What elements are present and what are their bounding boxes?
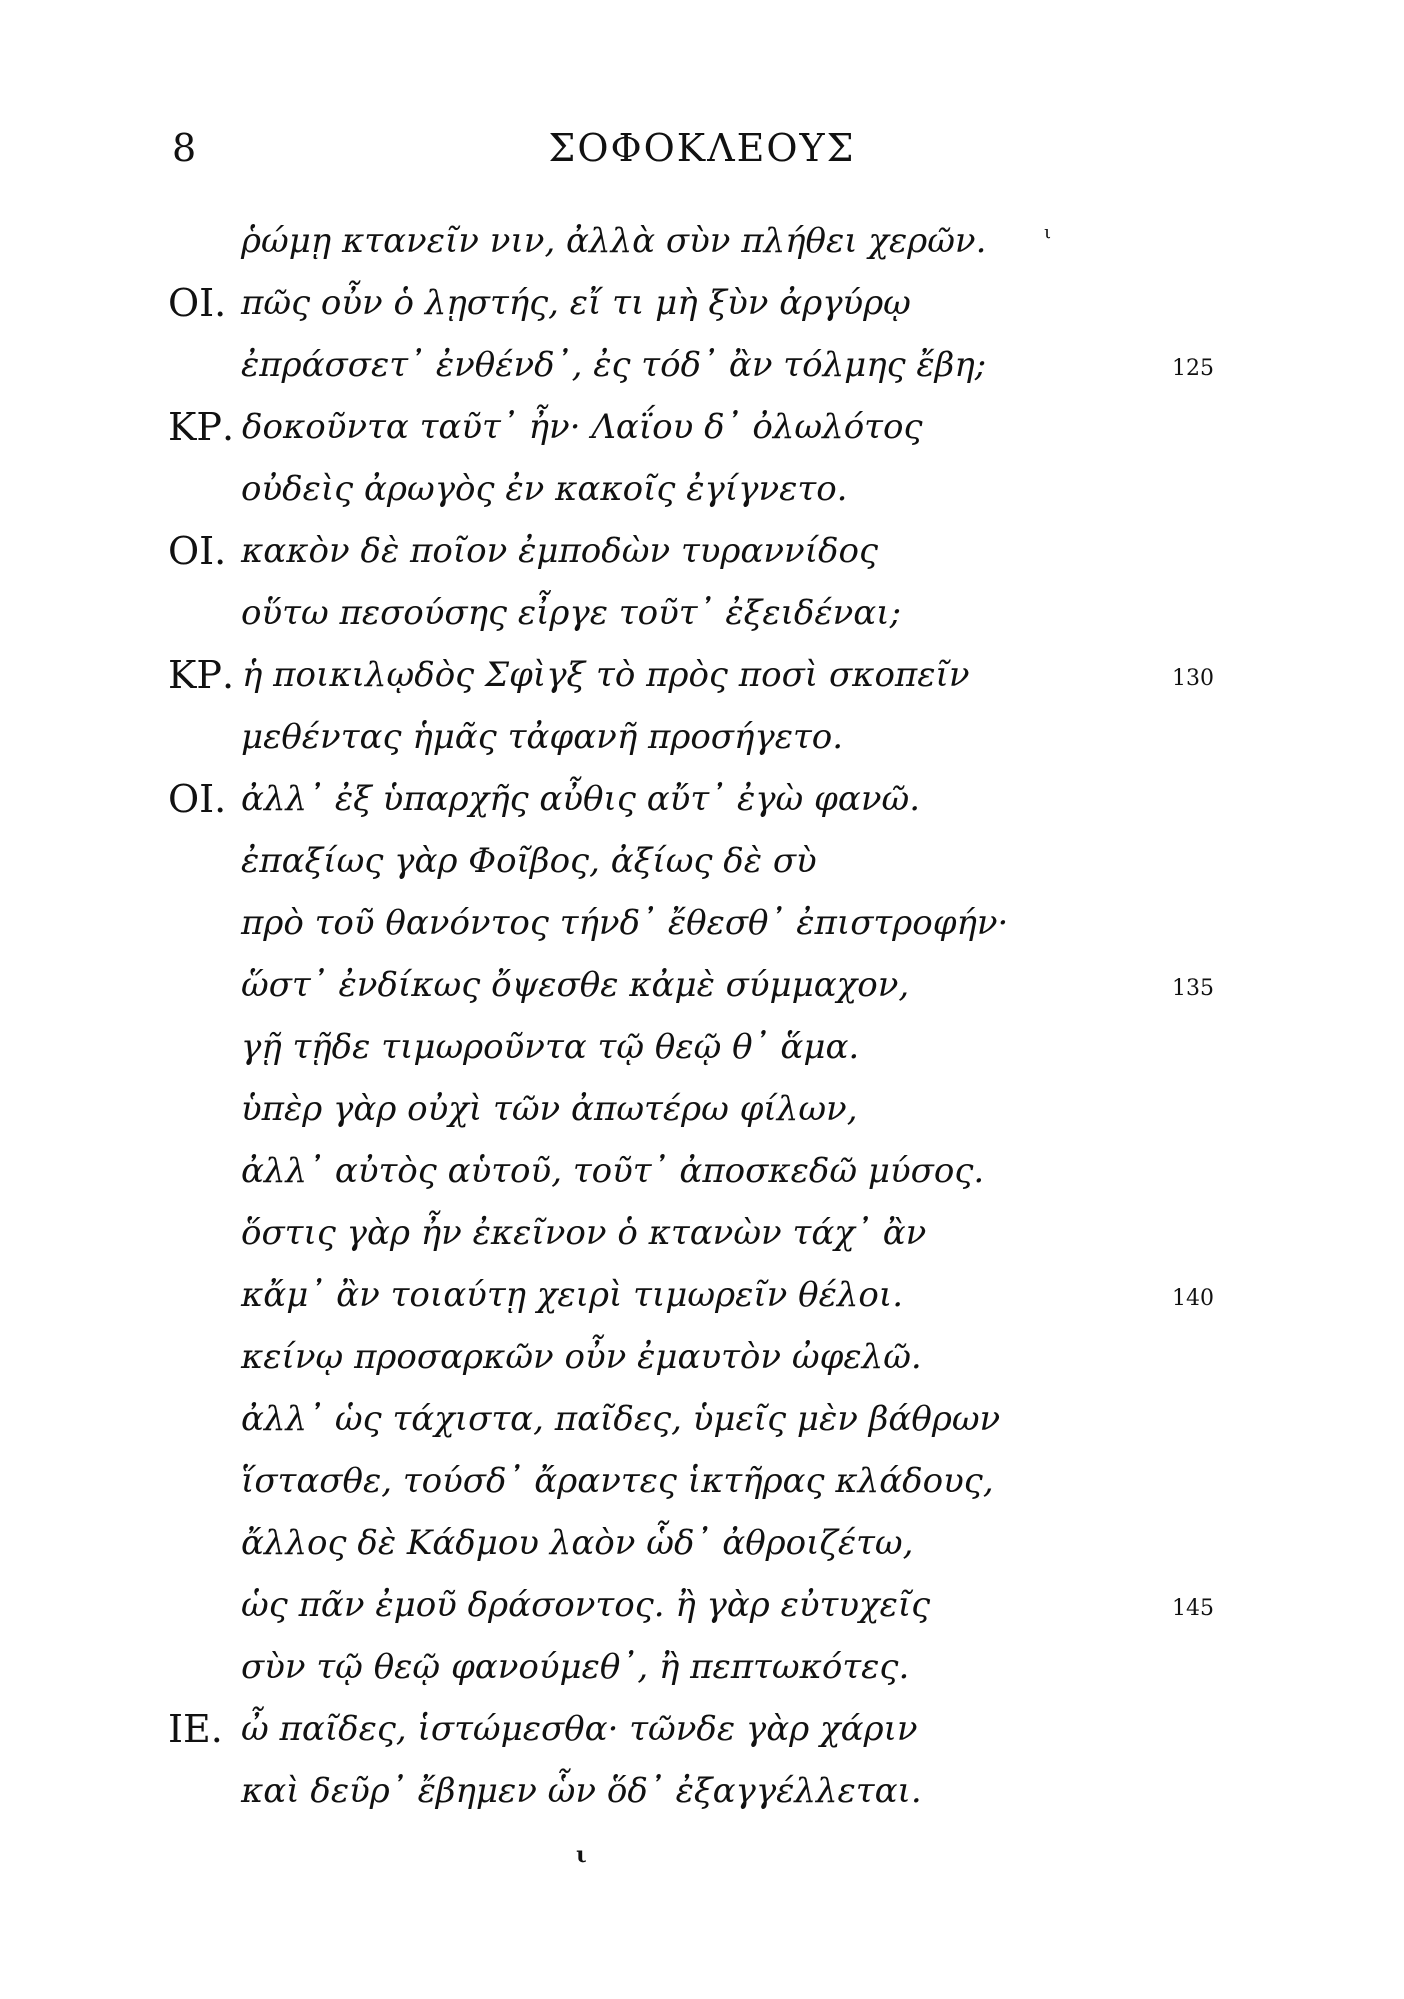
verse-text: κἄμ᾽ ἂν τοιαύτῃ χειρὶ τιμωρεῖν θέλοι.: [241, 1275, 904, 1315]
verse-text: ὅστις γὰρ ἦν ἐκεῖνον ὁ κτανὼν τάχ᾽ ἂν: [241, 1213, 927, 1253]
verse-text: πρὸ τοῦ θανόντος τήνδ᾽ ἔθεσθ᾽ ἐπιστροφήν·: [241, 903, 1009, 943]
verse-line: [0, 1512, 1404, 1574]
speaker-label: ΟΙ.: [168, 777, 227, 821]
verse-text: οὐδεὶς ἀρωγὸς ἐν κακοῖς ἐγίγνετο.: [241, 469, 848, 509]
verse-line: [0, 1202, 1404, 1264]
verse-text: ὦ παῖδες, ἱστώμεσθα· τῶνδε γὰρ χάριν: [241, 1709, 918, 1749]
verse-line: [0, 334, 1404, 396]
stray-mark: ι: [1044, 222, 1052, 243]
verse-line: [0, 1574, 1404, 1636]
verse-text: ἀλλ᾽ αὐτὸς αὑτοῦ, τοῦτ᾽ ἀποσκεδῶ μύσος.: [241, 1151, 985, 1191]
line-number: 140: [1172, 1286, 1214, 1311]
verse-line: [0, 706, 1404, 768]
verse-line: [0, 520, 1404, 582]
line-number: 130: [1172, 666, 1214, 691]
verse-text: καὶ δεῦρ᾽ ἔβημεν ὧν ὅδ᾽ ἐξαγγέλλεται.: [241, 1771, 922, 1811]
verse-line: [0, 582, 1404, 644]
verse-text: ἡ ποικιλῳδὸς Σφὶγξ τὸ πρὸς ποσὶ σκοπεῖν: [242, 655, 970, 695]
line-number: 145: [1172, 1596, 1214, 1621]
verse-text: κακὸν δὲ ποῖον ἐμποδὼν τυραννίδος: [241, 531, 879, 571]
verse-text: ὥστ᾽ ἐνδίκως ὄψεσθε κἀμὲ σύμμαχον,: [241, 965, 910, 1005]
verse-line: [0, 1760, 1404, 1822]
verse-text: ἐπαξίως γὰρ Φοῖβος, ἀξίως δὲ σὺ: [241, 841, 817, 881]
verse-line: [0, 1140, 1404, 1202]
verse-text: μεθέντας ἡμᾶς τἀφανῆ προσήγετο.: [241, 717, 844, 757]
verse-line: [0, 830, 1404, 892]
verse-text: ἐπράσσετ᾽ ἐνθένδ᾽, ἐς τόδ᾽ ἂν τόλμης ἔβη;: [241, 345, 987, 385]
page-number: 8: [172, 126, 197, 170]
verse-text: ἀλλ᾽ ὡς τάχιστα, παῖδες, ὑμεῖς μὲν βάθρων: [241, 1399, 1001, 1439]
verse-text: πῶς οὖν ὁ λῃστής, εἴ τι μὴ ξὺν ἀργύρῳ: [241, 283, 911, 323]
verse-line: [0, 954, 1404, 1016]
running-head: ΣΟΦΟΚΛΕΟΥΣ: [548, 126, 856, 170]
line-number: 125: [1172, 356, 1214, 381]
verse-text: σὺν τῷ θεῷ φανούμεθ᾽, ἢ πεπτωκότες.: [241, 1647, 910, 1687]
verse-line: [0, 1636, 1404, 1698]
speaker-label: ΙΕ.: [168, 1707, 223, 1751]
verse-text: ὡς πᾶν ἐμοῦ δράσοντος. ἢ γὰρ εὐτυχεῖς: [241, 1585, 931, 1625]
verse-line: [0, 1078, 1404, 1140]
verse-line: [0, 1450, 1404, 1512]
speaker-label: ΚΡ.: [168, 405, 235, 449]
verse-line: [0, 458, 1404, 520]
verse-block: [0, 210, 1404, 1822]
verse-line: [0, 644, 1404, 706]
verse-line: [0, 1016, 1404, 1078]
verse-text: ἵστασθε, τούσδ᾽ ἄραντες ἱκτῆρας κλάδους,: [241, 1461, 994, 1501]
verse-text: γῇ τῇδε τιμωροῦντα τῷ θεῷ θ᾽ ἅμα.: [241, 1027, 860, 1067]
speaker-label: ΚΡ.: [168, 653, 235, 697]
verse-text: ὑπὲρ γὰρ οὐχὶ τῶν ἀπωτέρω φίλων,: [241, 1089, 858, 1129]
footer-mark: ι: [576, 1842, 587, 1868]
verse-text: οὕτω πεσούσης εἶργε τοῦτ᾽ ἐξειδέναι;: [241, 593, 902, 633]
verse-text: ἄλλος δὲ Κάδμου λαὸν ὧδ᾽ ἀθροιζέτω,: [241, 1523, 914, 1563]
verse-line: [0, 396, 1404, 458]
verse-line: [0, 1698, 1404, 1760]
verse-line: [0, 1326, 1404, 1388]
verse-text: δοκοῦντα ταῦτ᾽ ἦν· Λαΐου δ᾽ ὀλωλότος: [242, 407, 923, 447]
verse-text: ῥώμῃ κτανεῖν νιν, ἀλλὰ σὺν πλήθει χερῶν.: [241, 221, 987, 261]
verse-text: ἀλλ᾽ ἐξ ὑπαρχῆς αὖθις αὔτ᾽ ἐγὼ φανῶ.: [241, 779, 921, 819]
verse-line: [0, 1264, 1404, 1326]
speaker-label: ΟΙ.: [168, 281, 227, 325]
verse-line: [0, 892, 1404, 954]
verse-line: [0, 210, 1404, 272]
verse-text: κείνῳ προσαρκῶν οὖν ἐμαυτὸν ὠφελῶ.: [241, 1337, 922, 1377]
speaker-label: ΟΙ.: [168, 529, 227, 573]
verse-line: [0, 272, 1404, 334]
verse-line: [0, 1388, 1404, 1450]
verse-line: [0, 768, 1404, 830]
line-number: 135: [1172, 976, 1214, 1001]
